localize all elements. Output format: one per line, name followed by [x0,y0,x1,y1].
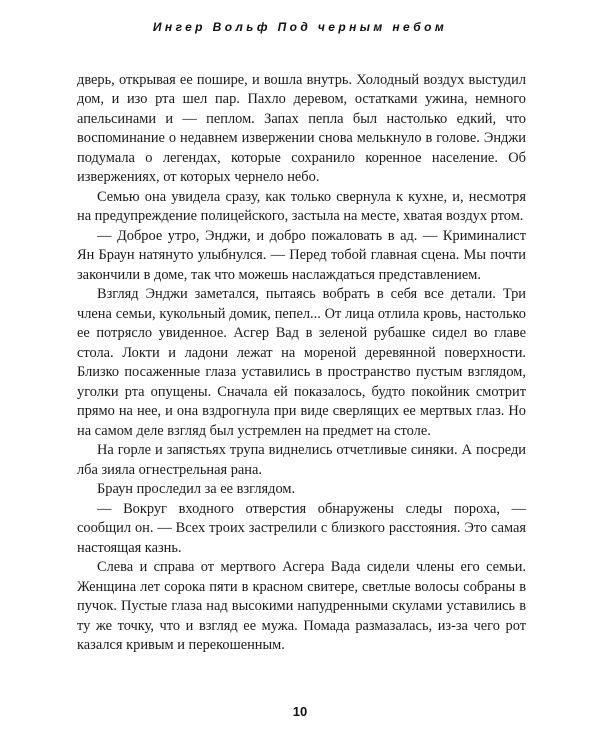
paragraph: На горле и запястьях трупа виднелись отчетливые синяки. А посреди лба зияла огнестрельная рана. [77,442,526,478]
paragraph-continued: дверь, открывая ее пошире, и вошла внутрь. Холодный воздух выстудил дом, и изо рта шел пар. Пахло деревом, остатками ужина, немного апельсинами и — пеплом. Запах пепла был настолько едкий, что воспоминание о недавнем извержении снова мелькнуло в голове. Энджи подумала о легендах, которые сохранило коренное население. Об извержениях, от которых чернело небо. [77,72,526,186]
body-text [77,71,526,656]
running-header: Ингер Вольф Под черным небом [152,20,448,34]
paragraph: Взгляд Энджи заметался, пытаясь вобрать в себя все детали. Три члена семьи, кукольный домик, пепел... От лица отлила кровь, настолько ее потрясло увиденное. Асгер Вад в зеленой рубашке сидел во главе стола. Локти и ладони лежат на мореной деревянной поверхности. Близко посаженные глаза уставились в пространство пустым взглядом, уголки рта опущены. Сначала ей показалось, будто покойник смотрит прямо на нее, и она вздрогнула при виде сверлящих ее мертвых глаз. Но на самом деле взгляд был устремлен на предмет на столе. [77,286,526,439]
paragraph: — Вокруг входного отверстия обнаружены следы пороха, — сообщил он. — Всех троих застрелили с близкого расстояния. Это самая настоящая казнь. [77,500,526,556]
page-number: 10 [292,704,308,719]
paragraph: Семью она увидела сразу, как только свернула к кухне, и, несмотря на предупреждение полицейского, застыла на месте, хватая воздух ртом. [77,188,526,225]
paragraph: — Доброе утро, Энджи, и добро пожаловать в ад. — Криминалист Ян Браун натянуто улыбнулся. — Перед тобой главная сцена. Мы почти закончили в доме, так что можешь наслаждаться представлением. [77,227,526,283]
paragraph: Браун проследил за ее взглядом. [97,481,296,498]
paragraph: Слева и справа от мертвого Асгера Вада сидели члены его семьи. Женщина лет сорока пяти в красном свитере, светлые волосы собраны в пучок. Пустые глаза над высокими напудренными скулами уставились в ту же точку, что и взгляд ее мужа. Помада размазалась, из-за чего рот казался кривым и перекошенным. [77,559,526,654]
